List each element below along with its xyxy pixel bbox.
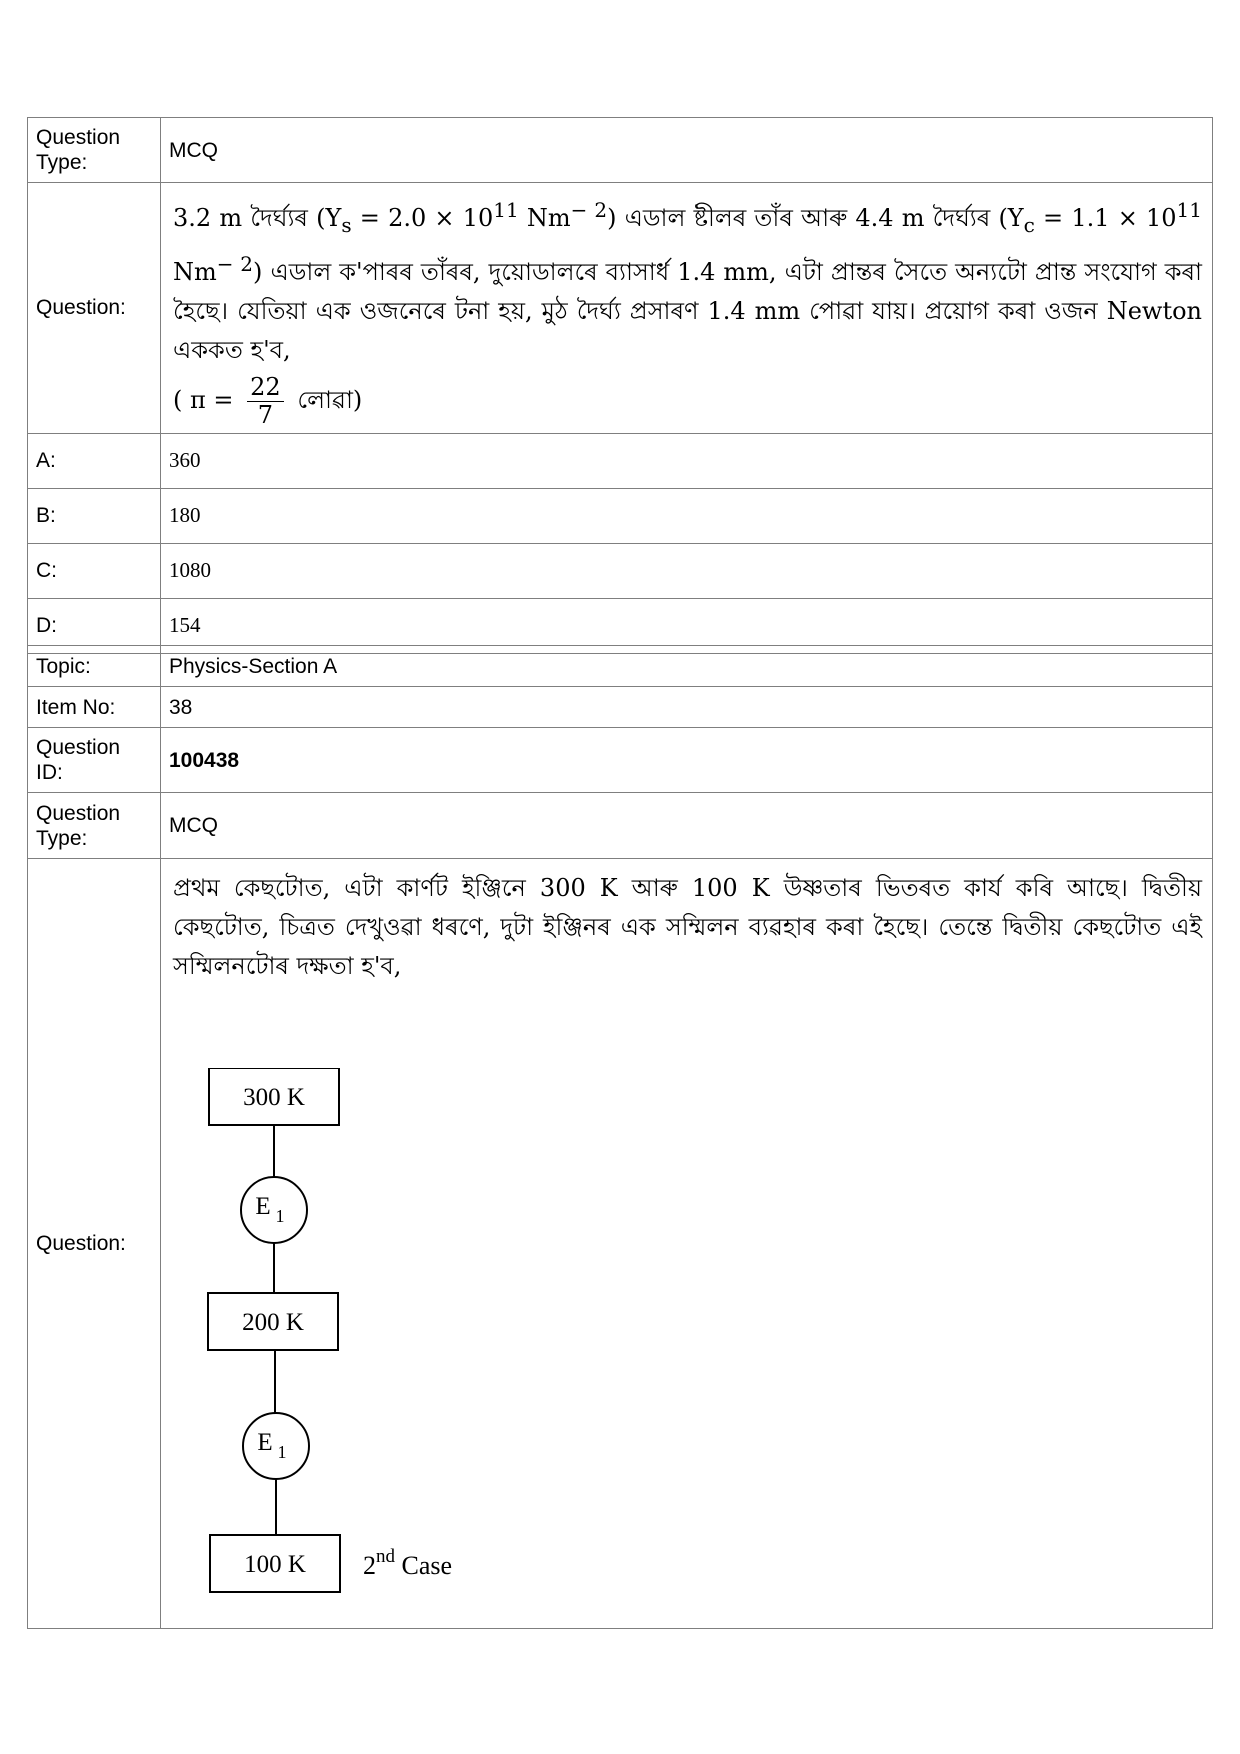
question-label: Question: bbox=[28, 183, 161, 434]
question-cell-2 bbox=[161, 859, 1213, 1629]
question-id-label: Question ID: bbox=[28, 728, 161, 793]
row-option-a bbox=[28, 433, 1213, 488]
option-a-label: A: bbox=[28, 433, 161, 488]
case-label-number: 2 bbox=[363, 1551, 376, 1580]
question-text-part: এডাল ক'পাৰৰ তাঁৰৰ, দুয়োডালৰে ব্যাসাৰ্ধ 1.4 mm, এটা প্ৰান্তৰ সৈতে অন্যটো প্ৰান্ত সংযোগ কৰা হৈছে। যেতিয়া এক ওজনেৰে টনা হয়, মুঠ দৈৰ্ঘ্য প্ৰসাৰণ 1.4 mm পোৱা যায়। প্ৰয়োগ কৰা ওজন Newton এককত হ'ব, bbox=[173, 257, 1203, 364]
option-d-label: D: bbox=[28, 598, 161, 653]
case-label-superscript: nd bbox=[376, 1546, 395, 1567]
row-item-no bbox=[28, 687, 1213, 728]
question-type-value: MCQ bbox=[161, 118, 1213, 183]
subscript-s: s bbox=[341, 212, 352, 237]
subscript-c: c bbox=[1023, 212, 1035, 237]
reservoir-label-300k: 300 K bbox=[243, 1084, 305, 1111]
superscript-neg2: − 2 bbox=[570, 198, 608, 222]
engine-label-1: E bbox=[255, 1193, 271, 1220]
pi-hint bbox=[173, 374, 362, 429]
row-option-b bbox=[28, 488, 1213, 543]
superscript-neg2: − 2 bbox=[216, 251, 254, 276]
row-question-id bbox=[28, 728, 1213, 793]
question-table-2 bbox=[27, 645, 1213, 1629]
engine-circle-1 bbox=[241, 1177, 307, 1243]
pi-prefix: ( π = bbox=[173, 385, 234, 414]
row-question bbox=[28, 183, 1213, 434]
engine-label-1-sub: 1 bbox=[275, 1206, 285, 1226]
fraction-denominator: 7 bbox=[257, 400, 274, 429]
case-label bbox=[363, 1546, 452, 1580]
question-text-part: = 2.0 × 10 bbox=[351, 204, 494, 232]
superscript-11: 11 bbox=[493, 198, 519, 222]
engine-label-2-sub: 1 bbox=[277, 1442, 287, 1462]
row-topic bbox=[28, 646, 1213, 687]
item-no-value: 38 bbox=[161, 687, 1213, 728]
question-type-label: Question Type: bbox=[28, 793, 161, 859]
reservoir-label-200k: 200 K bbox=[242, 1309, 304, 1336]
reservoir-label-100k: 100 K bbox=[244, 1551, 306, 1578]
row-option-c bbox=[28, 543, 1213, 598]
topic-value: Physics-Section A bbox=[161, 646, 1213, 687]
question-cell bbox=[161, 183, 1213, 434]
question-text-part: Nm bbox=[518, 204, 571, 232]
question-text-part: 3.2 m দৈৰ্ঘ্যৰ (Y bbox=[173, 204, 342, 232]
option-c-value: 1080 bbox=[161, 543, 1213, 598]
question-id-value: 100438 bbox=[161, 728, 1213, 793]
question-label: Question: bbox=[28, 859, 161, 1629]
superscript-11: 11 bbox=[1176, 198, 1202, 222]
item-no-label: Item No: bbox=[28, 687, 161, 728]
option-b-label: B: bbox=[28, 488, 161, 543]
question-type-label: Question Type: bbox=[28, 118, 161, 183]
question-table-1 bbox=[27, 117, 1213, 654]
pi-suffix: লোৱা) bbox=[297, 385, 363, 414]
pi-fraction bbox=[247, 374, 284, 429]
engine-circle-2 bbox=[243, 1413, 309, 1479]
row-question-2 bbox=[28, 859, 1213, 1629]
option-d-value: 154 bbox=[161, 598, 1213, 653]
question-type-value: MCQ bbox=[161, 793, 1213, 859]
engine-label-2: E bbox=[257, 1429, 273, 1456]
question-text-part: Nm bbox=[173, 257, 217, 286]
case-label-word: Case bbox=[395, 1551, 453, 1580]
question-text bbox=[169, 183, 1204, 433]
option-c-label: C: bbox=[28, 543, 161, 598]
question-text-2: প্ৰথম কেছটোত, এটা কাৰ্ণট ইঞ্জিনে 300 K আৰু 100 K উষ্ণতাৰ ভিতৰত কাৰ্য কৰি আছে। দ্বিতীয় কেছটোত, চিত্ৰত দেখুওৱা ধৰণে, দুটা ইঞ্জিনৰ এক সম্মিলন ব্যৱহাৰ কৰা হৈছে। তেন্তে দ্বিতীয় কেছটোত এই সম্মিলনটোৰ দক্ষতা হ'ব, bbox=[173, 874, 1202, 980]
engine-diagram bbox=[191, 1068, 611, 1628]
fraction-numerator: 22 bbox=[247, 374, 284, 402]
row-question-type bbox=[28, 118, 1213, 183]
row-question-type-2 bbox=[28, 793, 1213, 859]
question-text-part: ) bbox=[253, 257, 263, 286]
question-text-part: ) এডাল ষ্টীলৰ তাঁৰ আৰু 4.4 m দৈৰ্ঘ্যৰ (Y bbox=[607, 204, 1024, 232]
option-b-value: 180 bbox=[161, 488, 1213, 543]
topic-label: Topic: bbox=[28, 646, 161, 687]
option-a-value: 360 bbox=[161, 433, 1213, 488]
question-text-part: = 1.1 × 10 bbox=[1034, 204, 1177, 232]
